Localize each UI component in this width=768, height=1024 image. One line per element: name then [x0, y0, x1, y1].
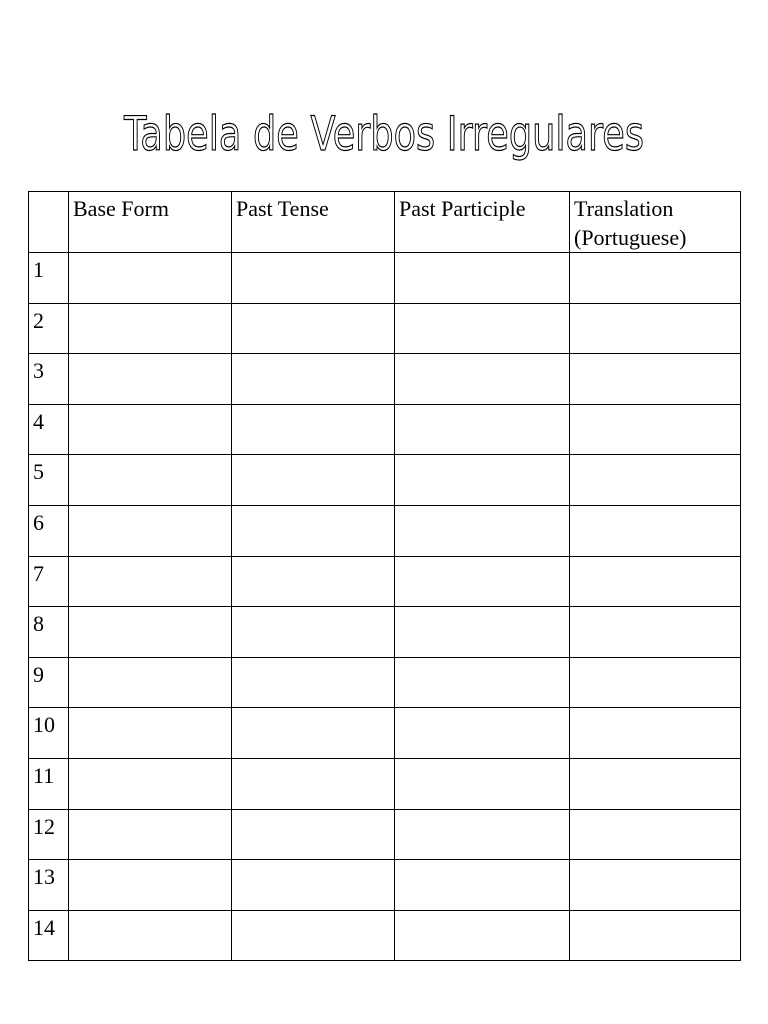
table-row — [29, 404, 741, 455]
column-header-past-tense: Past Tense — [232, 192, 395, 253]
past-participle-input[interactable] — [399, 508, 565, 552]
past-participle-input[interactable] — [399, 255, 565, 299]
past-participle-input[interactable] — [399, 913, 565, 957]
base-form-input[interactable] — [73, 913, 227, 957]
row-number: 14 — [29, 910, 69, 961]
past-tense-cell — [232, 303, 395, 354]
translation-cell — [570, 708, 741, 759]
base-form-input[interactable] — [73, 255, 227, 299]
translation-cell — [570, 404, 741, 455]
base-form-input[interactable] — [73, 306, 227, 350]
base-form-cell — [69, 860, 232, 911]
past-tense-input[interactable] — [236, 862, 390, 906]
past-tense-cell — [232, 910, 395, 961]
past-tense-input[interactable] — [236, 457, 390, 501]
table-row — [29, 303, 741, 354]
table-row — [29, 556, 741, 607]
base-form-input[interactable] — [73, 761, 227, 805]
past-tense-cell — [232, 657, 395, 708]
base-form-cell — [69, 253, 232, 304]
past-tense-cell — [232, 809, 395, 860]
row-number: 6 — [29, 505, 69, 556]
document-title: Tabela de Verbos Irregulares — [124, 107, 644, 162]
base-form-cell — [69, 758, 232, 809]
base-form-cell — [69, 708, 232, 759]
past-tense-cell — [232, 354, 395, 405]
past-tense-input[interactable] — [236, 609, 390, 653]
base-form-cell — [69, 303, 232, 354]
column-header-translation: Translation (Portuguese) — [570, 192, 741, 253]
past-participle-cell — [395, 455, 570, 506]
translation-input[interactable] — [574, 812, 736, 856]
table-row — [29, 758, 741, 809]
row-number: 9 — [29, 657, 69, 708]
past-tense-cell — [232, 253, 395, 304]
past-tense-cell — [232, 607, 395, 658]
base-form-cell — [69, 607, 232, 658]
row-number: 12 — [29, 809, 69, 860]
table-row — [29, 505, 741, 556]
base-form-input[interactable] — [73, 508, 227, 552]
base-form-input[interactable] — [73, 559, 227, 603]
translation-input[interactable] — [574, 508, 736, 552]
column-header-past-participle: Past Participle — [395, 192, 570, 253]
past-participle-cell — [395, 354, 570, 405]
row-number: 4 — [29, 404, 69, 455]
column-header-number — [29, 192, 69, 253]
table-row — [29, 354, 741, 405]
base-form-cell — [69, 455, 232, 506]
base-form-input[interactable] — [73, 660, 227, 704]
base-form-input[interactable] — [73, 812, 227, 856]
base-form-cell — [69, 910, 232, 961]
base-form-input[interactable] — [73, 457, 227, 501]
translation-input[interactable] — [574, 609, 736, 653]
table-row — [29, 809, 741, 860]
base-form-input[interactable] — [73, 710, 227, 754]
row-number: 2 — [29, 303, 69, 354]
base-form-cell — [69, 657, 232, 708]
past-tense-input[interactable] — [236, 407, 390, 451]
table-row — [29, 860, 741, 911]
past-tense-input[interactable] — [236, 660, 390, 704]
past-tense-input[interactable] — [236, 913, 390, 957]
past-tense-cell — [232, 758, 395, 809]
past-participle-cell — [395, 910, 570, 961]
translation-input[interactable] — [574, 559, 736, 603]
base-form-cell — [69, 354, 232, 405]
translation-input[interactable] — [574, 862, 736, 906]
past-participle-cell — [395, 860, 570, 911]
translation-input[interactable] — [574, 306, 736, 350]
column-header-base-form: Base Form — [69, 192, 232, 253]
base-form-input[interactable] — [73, 609, 227, 653]
past-participle-cell — [395, 303, 570, 354]
translation-input[interactable] — [574, 710, 736, 754]
past-participle-input[interactable] — [399, 356, 565, 400]
past-tense-input[interactable] — [236, 255, 390, 299]
translation-cell — [570, 253, 741, 304]
past-tense-input[interactable] — [236, 559, 390, 603]
past-participle-cell — [395, 505, 570, 556]
past-participle-input[interactable] — [399, 559, 565, 603]
past-participle-input[interactable] — [399, 710, 565, 754]
past-participle-cell — [395, 253, 570, 304]
past-participle-cell — [395, 556, 570, 607]
past-tense-cell — [232, 505, 395, 556]
past-participle-input[interactable] — [399, 660, 565, 704]
translation-input[interactable] — [574, 457, 736, 501]
translation-cell — [570, 657, 741, 708]
past-tense-cell — [232, 404, 395, 455]
past-tense-cell — [232, 455, 395, 506]
past-tense-cell — [232, 708, 395, 759]
past-participle-input[interactable] — [399, 862, 565, 906]
translation-cell — [570, 455, 741, 506]
past-participle-cell — [395, 607, 570, 658]
table-row — [29, 910, 741, 961]
past-tense-input[interactable] — [236, 812, 390, 856]
table-row — [29, 607, 741, 658]
past-participle-cell — [395, 404, 570, 455]
row-number: 13 — [29, 860, 69, 911]
past-tense-cell — [232, 860, 395, 911]
translation-cell — [570, 354, 741, 405]
base-form-input[interactable] — [73, 862, 227, 906]
past-participle-cell — [395, 758, 570, 809]
translation-input[interactable] — [574, 356, 736, 400]
past-tense-input[interactable] — [236, 710, 390, 754]
row-number: 5 — [29, 455, 69, 506]
past-tense-cell — [232, 556, 395, 607]
table-row — [29, 708, 741, 759]
row-number: 3 — [29, 354, 69, 405]
translation-cell — [570, 505, 741, 556]
past-participle-input[interactable] — [399, 609, 565, 653]
translation-input[interactable] — [574, 913, 736, 957]
translation-input[interactable] — [574, 761, 736, 805]
table-row — [29, 253, 741, 304]
translation-cell — [570, 556, 741, 607]
row-number: 11 — [29, 758, 69, 809]
past-tense-input[interactable] — [236, 356, 390, 400]
past-participle-input[interactable] — [399, 457, 565, 501]
base-form-input[interactable] — [73, 407, 227, 451]
row-number: 1 — [29, 253, 69, 304]
table-body — [29, 253, 741, 961]
table-header-row — [29, 192, 741, 253]
translation-cell — [570, 809, 741, 860]
table-row — [29, 657, 741, 708]
past-tense-input[interactable] — [236, 508, 390, 552]
past-participle-input[interactable] — [399, 812, 565, 856]
past-participle-input[interactable] — [399, 761, 565, 805]
base-form-cell — [69, 404, 232, 455]
past-participle-input[interactable] — [399, 306, 565, 350]
past-participle-cell — [395, 708, 570, 759]
base-form-cell — [69, 505, 232, 556]
past-participle-cell — [395, 657, 570, 708]
past-tense-input[interactable] — [236, 306, 390, 350]
translation-input[interactable] — [574, 660, 736, 704]
past-participle-cell — [395, 809, 570, 860]
translation-cell — [570, 607, 741, 658]
translation-cell — [570, 860, 741, 911]
table-row — [29, 455, 741, 506]
base-form-input[interactable] — [73, 356, 227, 400]
irregular-verbs-table — [28, 191, 741, 961]
translation-cell — [570, 303, 741, 354]
past-participle-input[interactable] — [399, 407, 565, 451]
translation-input[interactable] — [574, 255, 736, 299]
row-number: 10 — [29, 708, 69, 759]
translation-cell — [570, 910, 741, 961]
translation-cell — [570, 758, 741, 809]
translation-input[interactable] — [574, 407, 736, 451]
past-tense-input[interactable] — [236, 761, 390, 805]
base-form-cell — [69, 556, 232, 607]
base-form-cell — [69, 809, 232, 860]
row-number: 8 — [29, 607, 69, 658]
row-number: 7 — [29, 556, 69, 607]
